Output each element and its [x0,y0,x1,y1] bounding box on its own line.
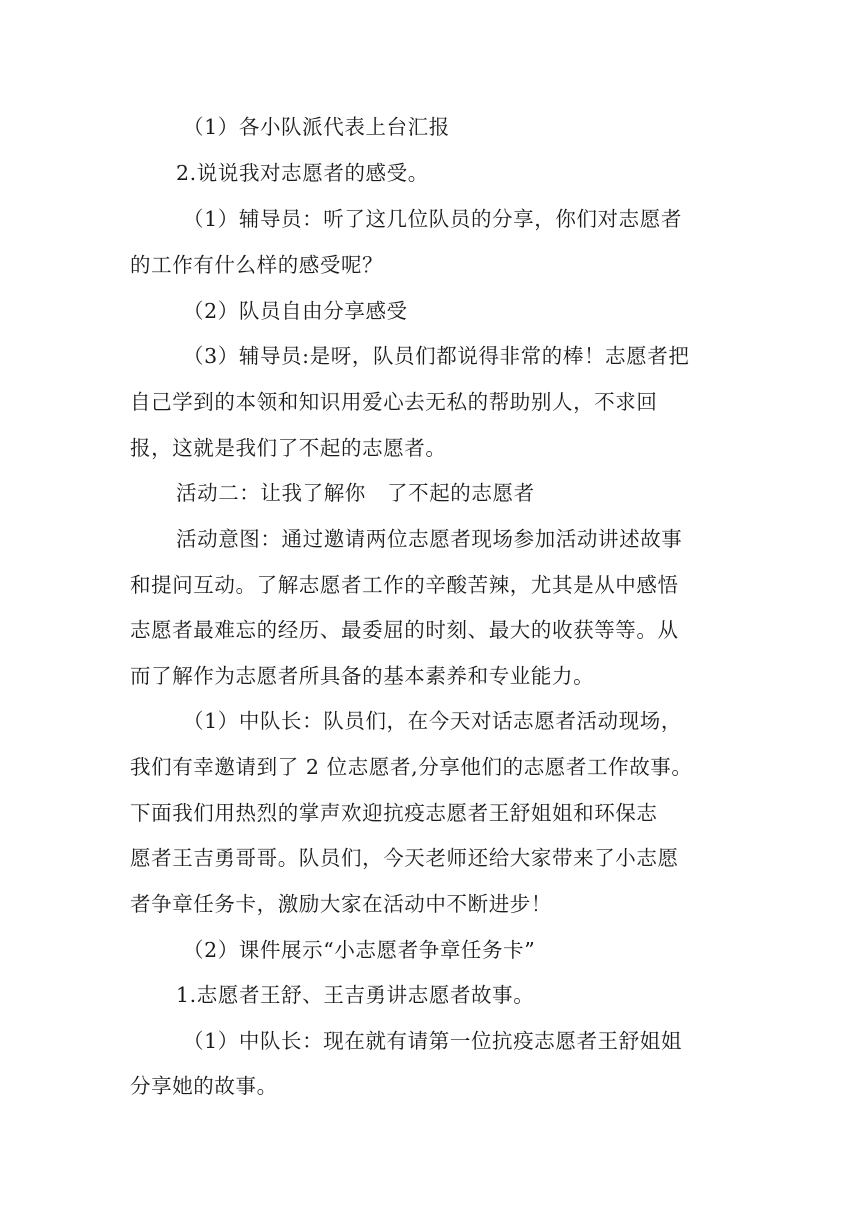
text-line: 报，这就是我们了不起的志愿者。 [130,436,447,460]
text-line: （3）辅导员:是呀，队员们都说得非常的棒！志愿者把 [183,344,690,368]
text-line: （2）课件展示“小志愿者争章任务卡” [183,938,536,962]
text-line: 志愿者最难忘的经历、最委屈的时刻、最大的收获等等。从 [130,618,679,642]
text-line: 愿者王吉勇哥哥。队员们，今天老师还给大家带来了小志愿 [130,846,679,870]
text-line: 2.说说我对志愿者的感受。 [176,161,429,185]
section-heading: 活动二：让我了解你 了不起的志愿者 [176,481,535,505]
text-line: 自己学到的本领和知识用爱心去无私的帮助别人，不求回 [130,390,658,414]
text-line: 而了解作为志愿者所具备的基本素养和专业能力。 [130,664,595,688]
text-line: （1）各小队派代表上台汇报 [183,115,450,139]
text-line: （1）辅导员：听了这几位队员的分享，你们对志愿者 [183,207,682,231]
text-line: 者争章任务卡，激励大家在活动中不断进步！ [130,892,552,916]
text-line: 的工作有什么样的感受呢？ [130,253,384,277]
text-line: 我们有幸邀请到了 2 位志愿者,分享他们的志愿者工作故事。 [130,755,693,779]
text-line: 活动意图：通过邀请两位志愿者现场参加活动讲述故事 [176,527,683,551]
text-line: 1.志愿者王舒、王吉勇讲志愿者故事。 [176,983,535,1007]
text-line: 分享她的故事。 [130,1074,278,1098]
text-line: （1）中队长：现在就有请第一位抗疫志愿者王舒姐姐 [183,1029,682,1053]
text-line: （1）中队长：队员们，在今天对话志愿者活动现场， [183,709,682,733]
text-line: 和提问互动。了解志愿者工作的辛酸苦辣，尤其是从中感悟 [130,573,679,597]
text-line: （2）队员自由分享感受 [183,299,408,323]
text-line: 下面我们用热烈的掌声欢迎抗疫志愿者王舒姐姐和环保志 [130,801,658,825]
